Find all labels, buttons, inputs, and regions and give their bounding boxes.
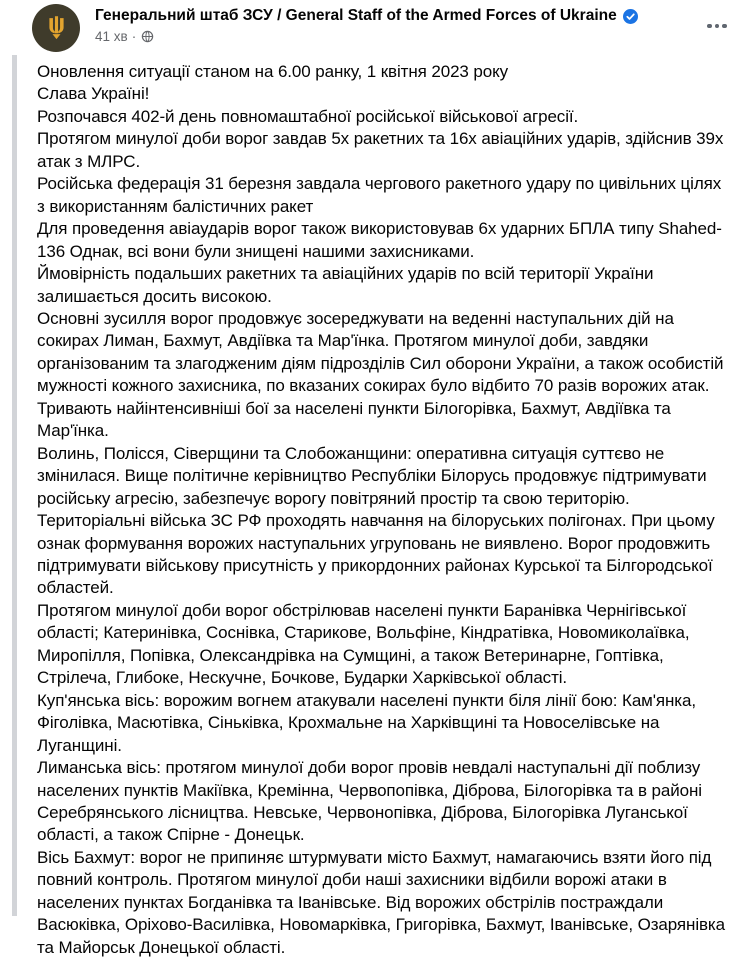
meta-separator: · — [131, 29, 137, 44]
post-paragraph: Російська федерація 31 березня завдала чергового ракетного удару по цивільних цілях з використанням балістичних ракет — [37, 174, 722, 216]
post-paragraph: Ймовірність подальших ракетних та авіаційних ударів по всій території України залишається досить високою. — [37, 264, 654, 306]
left-vertical-track — [12, 55, 17, 916]
page-title[interactable]: Генеральний штаб ЗСУ / General Staff of the Armed Forces of Ukraine — [95, 7, 617, 24]
trident-emblem-icon — [41, 13, 72, 44]
post-paragraph: Протягом минулої доби ворог завдав 5х ракетних та 16х авіаційних ударів, здійснив 39х атак з МЛРС. — [37, 129, 724, 171]
post-paragraph: Волинь, Полісся, Сіверщини та Слобожанщини: оперативна ситуація суттєво не змінилася. Вище політичне керівництво Республіки Білорусь продовжує підтримувати російську агресію, забезпечує ворогу повітряний простір та свою територію. Територіальні війська ЗС РФ проходять навчання на білоруських полігонах. При цьому ознак формування ворожих наступальних угруповань не виявлено. Ворог продовжить підтримувати військову присутність у прикордонних районах Курської та Білгородської областей. — [37, 443, 715, 598]
ellipsis-dot — [715, 24, 720, 29]
post-paragraph: Основні зусилля ворог продовжує зосереджувати на веденні наступальних дій на сокирах Лиман, Бахмут, Авдіївка та Мар'їнка. Протягом минулої доби, завдяки організованим та злагодженим діям підрозділів Сил оборони України, а також особистій мужності кожного захисника, по вказаних сокирах було відбито 70 разів ворожих атак. Тривають найінтенсивніші бої за населені пункти Білогорівка, Бахмут, Авдіївка та Мар'їнка. — [37, 308, 724, 441]
ellipsis-dot — [722, 24, 727, 29]
ellipsis-dot — [707, 24, 712, 29]
post-paragraph: Оновлення ситуації станом на 6.00 ранку, 1 квітня 2023 року — [37, 62, 509, 81]
post-paragraph: Протягом минулої доби ворог обстрілював населені пункти Баранівка Чернігівської області; Катеринівка, Соснівка, Старикове, Вольфіне, Кіндратівка, Новомиколаївка, Миропілля, Попівка, Олександрівка на Сумщині, а також Ветеринарне, Гоптівка, Стрілеча, Глибоке, Нескучне, Бочкове, Бударки Харківської області. — [37, 600, 690, 688]
globe-icon — [141, 30, 154, 43]
post-paragraph: Слава Україні! — [37, 84, 150, 104]
post-paragraph: Куп'янська вісь: ворожим вогнем атакували населені пункти біля лінії бою: Кам'янка, Фіголівка, Масютівка, Сіньківка, Крохмальне на Харківщині та Новоселівське на Луганщині. — [37, 690, 696, 755]
post-header — [32, 4, 738, 52]
avatar[interactable] — [32, 4, 80, 52]
header-text — [95, 4, 638, 44]
post-paragraph: Розпочався 402-й день повномаштабної російської військової агресії. — [37, 106, 579, 126]
post-paragraph: Вісь Бахмут: ворог не припиняє штурмувати місто Бахмут, намагаючись взяти його під повний контроль. Протягом минулої доби наші захисники відбили ворожі атаки в населених пунктах Богданівка та Іванівське. Від ворожих обстрілів постраждали Васюківка, Оріхово-Василівка, Новомарківка, Григорівка, Бахмут, Іванівське, Озарянівка та Майорськ Донецької області. — [37, 847, 725, 957]
post-body — [37, 61, 731, 959]
post-timestamp[interactable]: 41 хв — [95, 29, 128, 44]
verified-badge-icon — [623, 9, 638, 24]
post-paragraph: Для проведення авіаударів ворог також використовував 6х ударних БПЛА типу Shahed-136 Однак, всі вони були знищені нашими захисниками. — [37, 219, 722, 261]
post-paragraph: Лиманська вісь: протягом минулої доби ворог провів невдалі наступальні дії поблизу населених пунктів Макіївка, Кремінна, Червопопівка, Діброва, Білогорівка та в районі Серебрянського лісництва. Невське, Червонопівка, Діброва, Білогорівка Луганської області, а також Спірне - Донецьк. — [37, 758, 702, 845]
more-options-button[interactable] — [700, 14, 734, 38]
